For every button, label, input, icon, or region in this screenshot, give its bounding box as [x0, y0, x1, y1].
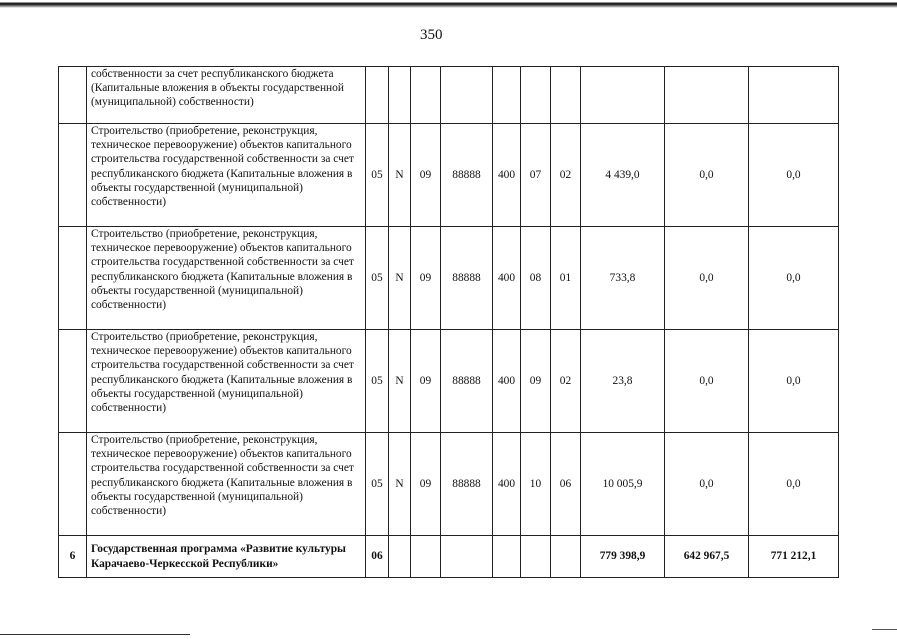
code-cell: 88888 [441, 124, 493, 227]
code-cell: 09 [411, 227, 441, 330]
code-cell: 02 [551, 330, 581, 433]
row-description: Строительство (приобретение, реконструкция, техническое перевооружение) объектов капитального строительства государственной собственности за счет республиканского бюджета (Капитальные вложения в объекты государственной (муниципальной) собственности) [87, 330, 366, 433]
program-title: Государственная программа «Развитие культуры Карачаево-Черкесской Республики» [87, 536, 366, 578]
amount-cell: 4 439,0 [581, 124, 665, 227]
code-cell: 400 [493, 433, 521, 536]
code-cell [551, 536, 581, 578]
code-cell: 05 [366, 124, 389, 227]
code-cell: 05 [366, 330, 389, 433]
row-description: Строительство (приобретение, реконструкция, техническое перевооружение) объектов капитального строительства государственной собственности за счет республиканского бюджета (Капитальные вложения в объекты государственной (муниципальной) собственности) [87, 227, 366, 330]
row-description: Строительство (приобретение, реконструкция, техническое перевооружение) объектов капитального строительства государственной собственности за счет республиканского бюджета (Капитальные вложения в объекты государственной (муниципальной) собственности) [87, 433, 366, 536]
row-number [59, 227, 87, 330]
amount-cell [749, 67, 839, 124]
code-cell [389, 536, 411, 578]
code-cell [441, 536, 493, 578]
amount-cell: 771 212,1 [749, 536, 839, 578]
row-number [59, 433, 87, 536]
code-cell: 01 [551, 227, 581, 330]
bottom-right-rule [872, 629, 897, 630]
code-cell: 09 [411, 124, 441, 227]
code-cell: 400 [493, 124, 521, 227]
table-row [59, 67, 839, 124]
amount-cell: 23,8 [581, 330, 665, 433]
code-cell: 06 [551, 433, 581, 536]
code-cell [521, 536, 551, 578]
row-description: Строительство (приобретение, реконструкция, техническое перевооружение) объектов капитального строительства государственной собственности за счет республиканского бюджета (Капитальные вложения в объекты государственной (муниципальной) собственности) [87, 124, 366, 227]
row-description: собственности за счет республиканского бюджета (Капитальные вложения в объекты государственной (муниципальной) собственности) [87, 67, 366, 124]
amount-cell: 642 967,5 [665, 536, 749, 578]
budget-table [58, 66, 839, 578]
table-row [59, 124, 839, 227]
code-cell [411, 536, 441, 578]
code-cell: 400 [493, 227, 521, 330]
amount-cell: 779 398,9 [581, 536, 665, 578]
code-cell [366, 67, 389, 124]
row-number [59, 330, 87, 433]
code-cell: 88888 [441, 433, 493, 536]
code-cell: 09 [411, 433, 441, 536]
code-cell: 88888 [441, 330, 493, 433]
table-row [59, 433, 839, 536]
amount-cell: 733,8 [581, 227, 665, 330]
code-cell [389, 67, 411, 124]
code-cell: N [389, 433, 411, 536]
code-cell: 88888 [441, 227, 493, 330]
code-cell: N [389, 227, 411, 330]
code-cell: N [389, 330, 411, 433]
code-cell: 400 [493, 330, 521, 433]
code-cell: 09 [411, 330, 441, 433]
code-cell [551, 67, 581, 124]
row-number [59, 124, 87, 227]
code-cell: 07 [521, 124, 551, 227]
amount-cell [581, 67, 665, 124]
code-cell: 08 [521, 227, 551, 330]
amount-cell: 0,0 [665, 330, 749, 433]
code-cell [493, 67, 521, 124]
amount-cell: 10 005,9 [581, 433, 665, 536]
code-cell [411, 67, 441, 124]
code-cell [521, 67, 551, 124]
code-cell: 06 [366, 536, 389, 578]
row-number [59, 67, 87, 124]
table-row [59, 227, 839, 330]
amount-cell: 0,0 [749, 227, 839, 330]
code-cell: 05 [366, 433, 389, 536]
code-cell: 05 [366, 227, 389, 330]
amount-cell: 0,0 [749, 124, 839, 227]
amount-cell: 0,0 [749, 330, 839, 433]
code-cell: 09 [521, 330, 551, 433]
amount-cell: 0,0 [665, 124, 749, 227]
amount-cell [665, 67, 749, 124]
code-cell [493, 536, 521, 578]
amount-cell: 0,0 [749, 433, 839, 536]
row-number: 6 [59, 536, 87, 578]
page-number: 350 [420, 27, 443, 43]
table-row-program [59, 536, 839, 578]
code-cell: N [389, 124, 411, 227]
amount-cell: 0,0 [665, 433, 749, 536]
code-cell [441, 67, 493, 124]
amount-cell: 0,0 [665, 227, 749, 330]
top-border-rule [0, 0, 897, 8]
code-cell: 02 [551, 124, 581, 227]
bottom-left-rule [0, 634, 190, 635]
code-cell: 10 [521, 433, 551, 536]
table-row [59, 330, 839, 433]
